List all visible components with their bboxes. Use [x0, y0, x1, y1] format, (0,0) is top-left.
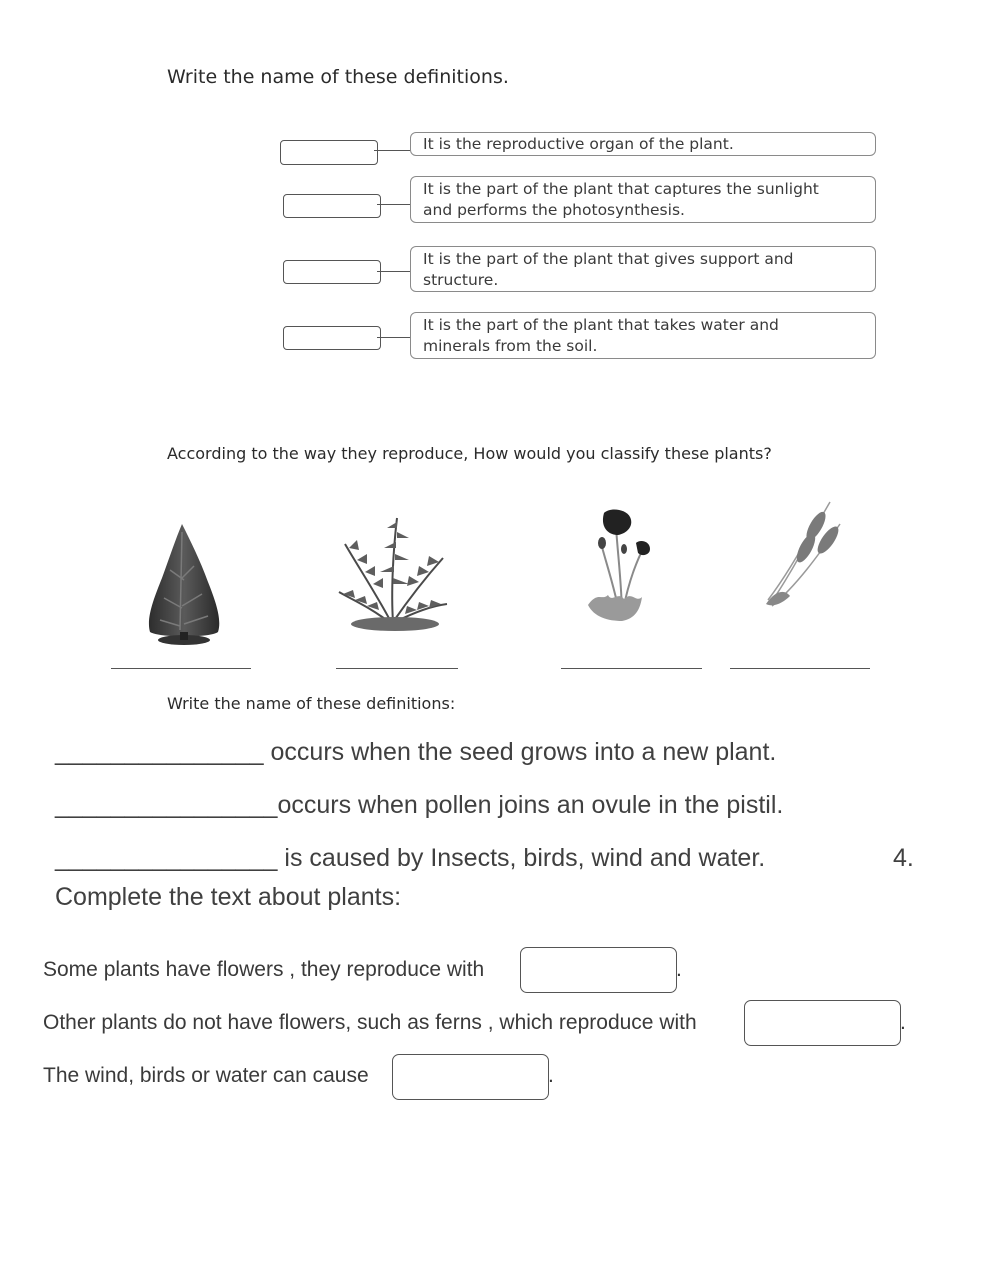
- definition-box-1: [410, 132, 876, 156]
- sentence-blank-2[interactable]: ________________: [55, 791, 278, 819]
- fill-row-3: The wind, birds or water can cause: [43, 1064, 369, 1087]
- connector-line-1: [374, 150, 410, 151]
- classify-blank-2[interactable]: [336, 668, 458, 669]
- sentence-1: [55, 738, 776, 767]
- definition-text-4b: minerals from the soil.: [423, 337, 598, 355]
- definition-box-2: [410, 176, 876, 223]
- classify-blank-3[interactable]: [561, 668, 702, 669]
- definition-text-4a: It is the part of the plant that takes water and: [423, 316, 779, 334]
- section3-title: Write the name of these definitions:: [167, 694, 456, 713]
- classify-blank-1[interactable]: [111, 668, 251, 669]
- fern-image: [335, 512, 450, 632]
- fill-input-3[interactable]: [392, 1054, 549, 1100]
- sentence-2: [55, 791, 783, 820]
- fill-period-2: .: [900, 1011, 906, 1034]
- sentence-3: [55, 844, 765, 873]
- definition-text-3a: It is the part of the plant that gives support and: [423, 250, 794, 268]
- sentence-text-1: occurs when the seed grows into a new plant.: [263, 738, 777, 766]
- section1-title: Write the name of these definitions.: [167, 66, 509, 88]
- fill-row-1: Some plants have flowers , they reproduce with: [43, 958, 485, 981]
- section-number: 4.: [893, 844, 914, 872]
- fill-input-1[interactable]: [520, 947, 677, 993]
- definition-text-3b: structure.: [423, 271, 499, 289]
- sentence-text-3: is caused by Insects, birds, wind and water.: [277, 844, 766, 872]
- definition-box-4: [410, 312, 876, 359]
- connector-line-3: [377, 271, 410, 272]
- section2-title: According to the way they reproduce, How would you classify these plants?: [167, 444, 772, 463]
- classify-blank-4[interactable]: [730, 668, 870, 669]
- fill-row-2: Other plants do not have flowers, such as ferns , which reproduce with: [43, 1011, 697, 1034]
- sentence-blank-1[interactable]: _______________: [55, 738, 264, 766]
- answer-input-3[interactable]: [283, 260, 381, 284]
- connector-line-4: [377, 337, 410, 338]
- connector-line-2: [377, 204, 410, 205]
- fill-input-2[interactable]: [744, 1000, 901, 1046]
- sentence-text-2: occurs when pollen joins an ovule in the pistil.: [277, 791, 784, 819]
- pine-tree-image: [140, 520, 230, 648]
- answer-input-4[interactable]: [283, 326, 381, 350]
- definition-text-1: It is the reproductive organ of the plant.: [423, 135, 734, 153]
- poppy-flower-image: [578, 507, 668, 625]
- fill-period-3: .: [548, 1064, 554, 1087]
- answer-input-2[interactable]: [283, 194, 381, 218]
- definition-box-3: [410, 246, 876, 292]
- sentence-blank-3[interactable]: ________________: [55, 844, 278, 872]
- wheat-image: [760, 496, 850, 614]
- fill-period-1: .: [676, 958, 682, 981]
- definition-text-2a: It is the part of the plant that captures the sunlight: [423, 180, 819, 198]
- answer-input-1[interactable]: [280, 140, 378, 165]
- section4-heading: Complete the text about plants:: [55, 883, 402, 911]
- definition-text-2b: and performs the photosynthesis.: [423, 201, 685, 219]
